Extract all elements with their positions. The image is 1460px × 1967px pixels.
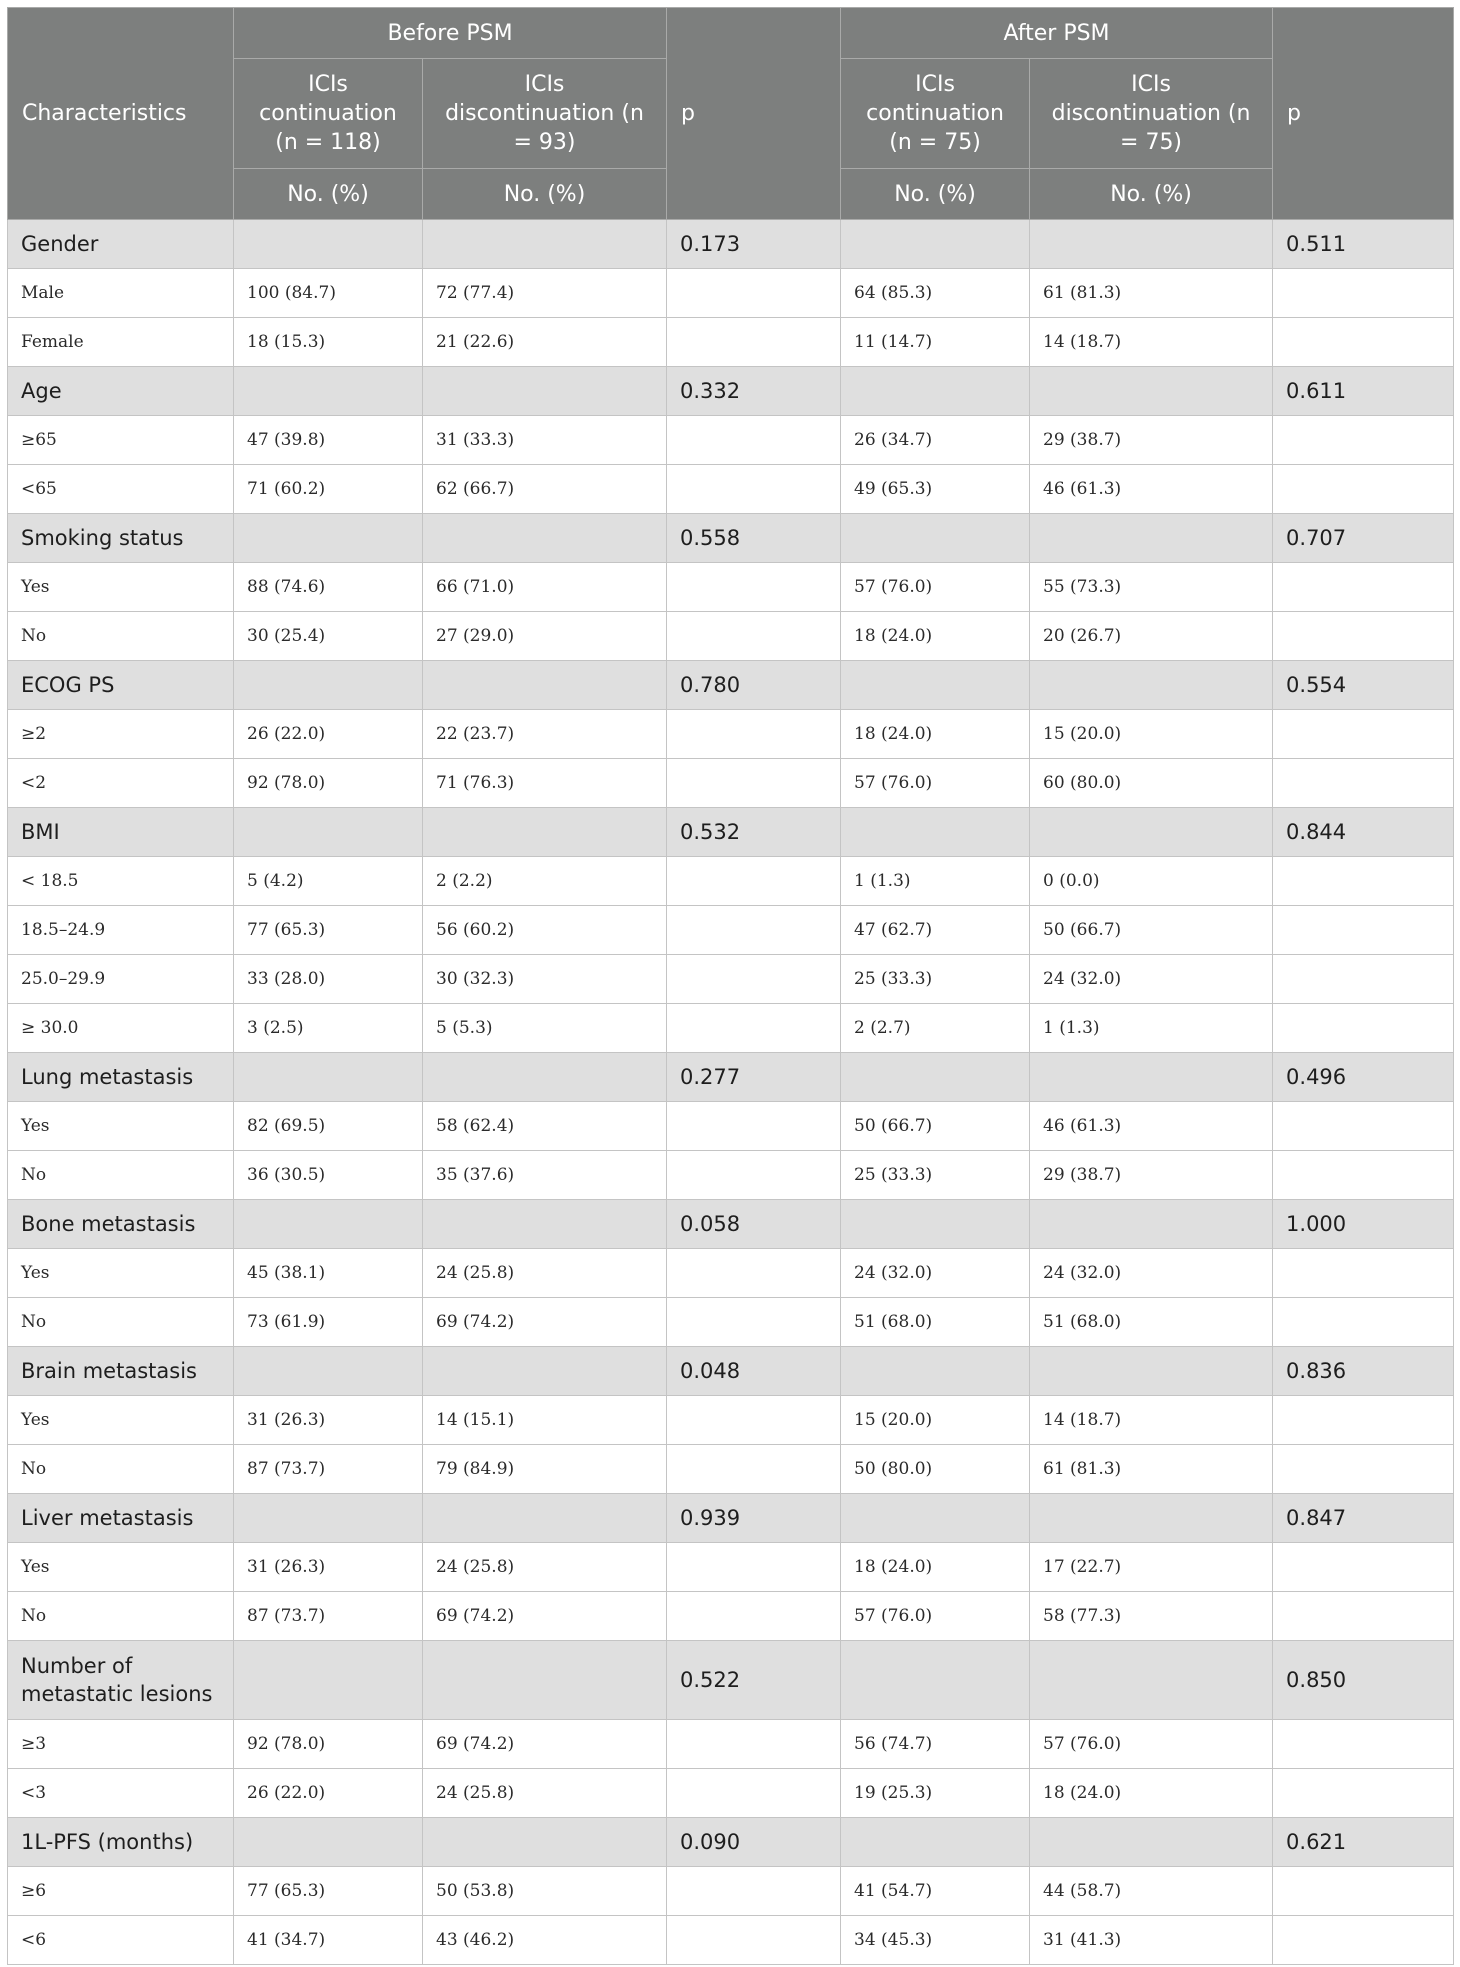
empty-cell (1030, 1200, 1273, 1249)
empty-cell (234, 1053, 423, 1102)
after-continuation-value: 15 (20.0) (841, 1396, 1030, 1445)
row-label: Male (8, 269, 234, 318)
p-value-before: 0.090 (667, 1818, 841, 1867)
before-discontinuation-value: 69 (74.2) (423, 1592, 667, 1641)
p-value-before: 0.048 (667, 1347, 841, 1396)
before-discontinuation-value: 2 (2.2) (423, 857, 667, 906)
row-label: No (8, 1445, 234, 1494)
p-value-after: 0.847 (1273, 1494, 1454, 1543)
empty-cell (1030, 1641, 1273, 1720)
after-discontinuation-value: 60 (80.0) (1030, 759, 1273, 808)
before-continuation-value: 92 (78.0) (234, 759, 423, 808)
p-value-before: 0.532 (667, 808, 841, 857)
after-discontinuation-value: 0 (0.0) (1030, 857, 1273, 906)
table-row (8, 1102, 1454, 1151)
empty-cell (234, 220, 423, 269)
after-continuation-value: 25 (33.3) (841, 1151, 1030, 1200)
empty-cell (234, 367, 423, 416)
before-continuation-value: 41 (34.7) (234, 1916, 423, 1965)
after-continuation-value: 18 (24.0) (841, 612, 1030, 661)
row-label: ≥ 30.0 (8, 1004, 234, 1053)
after-continuation-value: 25 (33.3) (841, 955, 1030, 1004)
table-row (8, 857, 1454, 906)
empty-cell (1273, 1720, 1454, 1769)
empty-cell (1273, 1151, 1454, 1200)
after-discontinuation-value: 44 (58.7) (1030, 1867, 1273, 1916)
p-value-after: 0.707 (1273, 514, 1454, 563)
table-row (8, 1004, 1454, 1053)
table-row (8, 465, 1454, 514)
after-discontinuation-value: 1 (1.3) (1030, 1004, 1273, 1053)
empty-cell (667, 857, 841, 906)
header-before-continuation: ICIs continuation (n = 118) (234, 59, 423, 169)
empty-cell (1273, 563, 1454, 612)
table-row (8, 1249, 1454, 1298)
empty-cell (1273, 1592, 1454, 1641)
empty-cell (234, 808, 423, 857)
empty-cell (667, 416, 841, 465)
p-value-after: 0.554 (1273, 661, 1454, 710)
before-continuation-value: 73 (61.9) (234, 1298, 423, 1347)
before-continuation-value: 26 (22.0) (234, 1769, 423, 1818)
row-label: <2 (8, 759, 234, 808)
after-continuation-value: 2 (2.7) (841, 1004, 1030, 1053)
after-discontinuation-value: 58 (77.3) (1030, 1592, 1273, 1641)
empty-cell (1030, 1053, 1273, 1102)
empty-cell (1273, 906, 1454, 955)
empty-cell (1273, 1867, 1454, 1916)
p-value-after: 0.836 (1273, 1347, 1454, 1396)
empty-cell (667, 269, 841, 318)
before-discontinuation-value: 35 (37.6) (423, 1151, 667, 1200)
row-label: No (8, 612, 234, 661)
header-before-discontinuation: ICIs discontinuation (n = 93) (423, 59, 667, 169)
row-label: <6 (8, 1916, 234, 1965)
table-row (8, 1298, 1454, 1347)
p-value-before: 0.780 (667, 661, 841, 710)
after-discontinuation-value: 20 (26.7) (1030, 612, 1273, 661)
p-value-after: 0.850 (1273, 1641, 1454, 1720)
row-label: Yes (8, 1102, 234, 1151)
empty-cell (423, 367, 667, 416)
header-after-psm: After PSM (841, 8, 1273, 59)
after-discontinuation-value: 17 (22.7) (1030, 1543, 1273, 1592)
row-label: ≥6 (8, 1867, 234, 1916)
empty-cell (667, 1151, 841, 1200)
before-continuation-value: 100 (84.7) (234, 269, 423, 318)
table-row (8, 1720, 1454, 1769)
row-label: <65 (8, 465, 234, 514)
category-label: 1L-PFS (months) (8, 1818, 234, 1867)
before-discontinuation-value: 72 (77.4) (423, 269, 667, 318)
before-discontinuation-value: 27 (29.0) (423, 612, 667, 661)
empty-cell (423, 1347, 667, 1396)
empty-cell (1030, 661, 1273, 710)
row-label: Yes (8, 1396, 234, 1445)
after-continuation-value: 57 (76.0) (841, 563, 1030, 612)
after-discontinuation-value: 24 (32.0) (1030, 955, 1273, 1004)
empty-cell (234, 661, 423, 710)
after-discontinuation-value: 15 (20.0) (1030, 710, 1273, 759)
before-discontinuation-value: 24 (25.8) (423, 1543, 667, 1592)
p-value-before: 0.939 (667, 1494, 841, 1543)
empty-cell (841, 808, 1030, 857)
category-row (8, 514, 1454, 563)
empty-cell (1273, 1769, 1454, 1818)
before-discontinuation-value: 14 (15.1) (423, 1396, 667, 1445)
empty-cell (234, 1347, 423, 1396)
empty-cell (1273, 1445, 1454, 1494)
empty-cell (1273, 759, 1454, 808)
after-discontinuation-value: 46 (61.3) (1030, 465, 1273, 514)
after-continuation-value: 18 (24.0) (841, 1543, 1030, 1592)
empty-cell (1273, 416, 1454, 465)
before-continuation-value: 18 (15.3) (234, 318, 423, 367)
header-before-psm: Before PSM (234, 8, 667, 59)
empty-cell (1273, 1004, 1454, 1053)
empty-cell (1273, 465, 1454, 514)
before-continuation-value: 31 (26.3) (234, 1396, 423, 1445)
category-label: Smoking status (8, 514, 234, 563)
empty-cell (234, 514, 423, 563)
p-value-before: 0.522 (667, 1641, 841, 1720)
after-discontinuation-value: 46 (61.3) (1030, 1102, 1273, 1151)
empty-cell (667, 318, 841, 367)
table-row (8, 1151, 1454, 1200)
after-continuation-value: 1 (1.3) (841, 857, 1030, 906)
category-row (8, 1494, 1454, 1543)
empty-cell (841, 1818, 1030, 1867)
p-value-before: 0.058 (667, 1200, 841, 1249)
empty-cell (1030, 1494, 1273, 1543)
empty-cell (667, 1592, 841, 1641)
header-after-continuation: ICIs continuation (n = 75) (841, 59, 1030, 169)
table-row (8, 269, 1454, 318)
table-header (8, 8, 1454, 220)
before-discontinuation-value: 56 (60.2) (423, 906, 667, 955)
after-continuation-value: 18 (24.0) (841, 710, 1030, 759)
empty-cell (841, 1200, 1030, 1249)
row-label: ≥2 (8, 710, 234, 759)
before-discontinuation-value: 24 (25.8) (423, 1249, 667, 1298)
before-continuation-value: 31 (26.3) (234, 1543, 423, 1592)
empty-cell (1273, 857, 1454, 906)
empty-cell (841, 367, 1030, 416)
table-row (8, 710, 1454, 759)
after-continuation-value: 34 (45.3) (841, 1916, 1030, 1965)
after-continuation-value: 64 (85.3) (841, 269, 1030, 318)
empty-cell (1273, 1916, 1454, 1965)
before-discontinuation-value: 66 (71.0) (423, 563, 667, 612)
table-row (8, 1592, 1454, 1641)
before-discontinuation-value: 31 (33.3) (423, 416, 667, 465)
empty-cell (841, 1347, 1030, 1396)
category-row (8, 1053, 1454, 1102)
after-continuation-value: 47 (62.7) (841, 906, 1030, 955)
empty-cell (1273, 1102, 1454, 1151)
header-p-after: p (1273, 8, 1454, 220)
category-row (8, 1818, 1454, 1867)
table-body (8, 220, 1454, 1965)
empty-cell (841, 514, 1030, 563)
after-continuation-value: 57 (76.0) (841, 1592, 1030, 1641)
empty-cell (667, 465, 841, 514)
empty-cell (667, 906, 841, 955)
before-continuation-value: 77 (65.3) (234, 906, 423, 955)
category-row (8, 808, 1454, 857)
after-continuation-value: 50 (80.0) (841, 1445, 1030, 1494)
category-label: Age (8, 367, 234, 416)
after-continuation-value: 11 (14.7) (841, 318, 1030, 367)
empty-cell (234, 1494, 423, 1543)
p-value-after: 0.611 (1273, 367, 1454, 416)
before-discontinuation-value: 79 (84.9) (423, 1445, 667, 1494)
category-label: Bone metastasis (8, 1200, 234, 1249)
before-continuation-value: 26 (22.0) (234, 710, 423, 759)
empty-cell (667, 1004, 841, 1053)
after-discontinuation-value: 57 (76.0) (1030, 1720, 1273, 1769)
table-row (8, 955, 1454, 1004)
before-continuation-value: 82 (69.5) (234, 1102, 423, 1151)
empty-cell (423, 220, 667, 269)
header-unit: No. (%) (1030, 169, 1273, 220)
after-discontinuation-value: 29 (38.7) (1030, 416, 1273, 465)
before-continuation-value: 92 (78.0) (234, 1720, 423, 1769)
after-continuation-value: 51 (68.0) (841, 1298, 1030, 1347)
table-row (8, 612, 1454, 661)
empty-cell (423, 514, 667, 563)
empty-cell (1030, 514, 1273, 563)
empty-cell (1273, 1396, 1454, 1445)
before-discontinuation-value: 5 (5.3) (423, 1004, 667, 1053)
table-row (8, 906, 1454, 955)
before-discontinuation-value: 21 (22.6) (423, 318, 667, 367)
after-discontinuation-value: 14 (18.7) (1030, 318, 1273, 367)
table-row (8, 318, 1454, 367)
empty-cell (667, 1543, 841, 1592)
before-discontinuation-value: 69 (74.2) (423, 1720, 667, 1769)
table-row (8, 1867, 1454, 1916)
before-continuation-value: 5 (4.2) (234, 857, 423, 906)
before-discontinuation-value: 24 (25.8) (423, 1769, 667, 1818)
row-label: < 18.5 (8, 857, 234, 906)
after-discontinuation-value: 31 (41.3) (1030, 1916, 1273, 1965)
after-discontinuation-value: 61 (81.3) (1030, 269, 1273, 318)
header-p-before: p (667, 8, 841, 220)
after-discontinuation-value: 51 (68.0) (1030, 1298, 1273, 1347)
empty-cell (667, 612, 841, 661)
row-label: Yes (8, 1543, 234, 1592)
after-discontinuation-value: 18 (24.0) (1030, 1769, 1273, 1818)
before-continuation-value: 47 (39.8) (234, 416, 423, 465)
empty-cell (667, 1396, 841, 1445)
table-row (8, 1396, 1454, 1445)
after-discontinuation-value: 24 (32.0) (1030, 1249, 1273, 1298)
empty-cell (667, 1298, 841, 1347)
row-label: Female (8, 318, 234, 367)
empty-cell (1273, 269, 1454, 318)
after-continuation-value: 24 (32.0) (841, 1249, 1030, 1298)
characteristics-table (7, 7, 1454, 1965)
table-row (8, 416, 1454, 465)
after-discontinuation-value: 55 (73.3) (1030, 563, 1273, 612)
category-label: Liver metastasis (8, 1494, 234, 1543)
p-value-after: 0.496 (1273, 1053, 1454, 1102)
table-row (8, 563, 1454, 612)
after-continuation-value: 41 (54.7) (841, 1867, 1030, 1916)
table-row (8, 1543, 1454, 1592)
p-value-before: 0.173 (667, 220, 841, 269)
after-continuation-value: 49 (65.3) (841, 465, 1030, 514)
p-value-before: 0.277 (667, 1053, 841, 1102)
before-continuation-value: 87 (73.7) (234, 1592, 423, 1641)
table-row (8, 1445, 1454, 1494)
after-discontinuation-value: 50 (66.7) (1030, 906, 1273, 955)
empty-cell (1273, 1298, 1454, 1347)
empty-cell (667, 563, 841, 612)
row-label: Yes (8, 563, 234, 612)
empty-cell (234, 1200, 423, 1249)
p-value-after: 0.511 (1273, 220, 1454, 269)
before-continuation-value: 45 (38.1) (234, 1249, 423, 1298)
empty-cell (667, 1720, 841, 1769)
empty-cell (423, 1641, 667, 1720)
empty-cell (667, 1769, 841, 1818)
header-after-discontinuation: ICIs discontinuation (n = 75) (1030, 59, 1273, 169)
empty-cell (841, 661, 1030, 710)
empty-cell (1030, 220, 1273, 269)
empty-cell (841, 220, 1030, 269)
before-continuation-value: 88 (74.6) (234, 563, 423, 612)
header-characteristics: Characteristics (8, 8, 234, 220)
p-value-after: 1.000 (1273, 1200, 1454, 1249)
header-unit: No. (%) (841, 169, 1030, 220)
before-discontinuation-value: 30 (32.3) (423, 955, 667, 1004)
row-label: 25.0–29.9 (8, 955, 234, 1004)
empty-cell (1273, 710, 1454, 759)
after-continuation-value: 50 (66.7) (841, 1102, 1030, 1151)
after-continuation-value: 56 (74.7) (841, 1720, 1030, 1769)
p-value-before: 0.332 (667, 367, 841, 416)
row-label: No (8, 1298, 234, 1347)
before-discontinuation-value: 69 (74.2) (423, 1298, 667, 1347)
category-row (8, 661, 1454, 710)
p-value-after: 0.844 (1273, 808, 1454, 857)
row-label: <3 (8, 1769, 234, 1818)
before-continuation-value: 36 (30.5) (234, 1151, 423, 1200)
before-discontinuation-value: 43 (46.2) (423, 1916, 667, 1965)
empty-cell (234, 1818, 423, 1867)
empty-cell (423, 1200, 667, 1249)
before-continuation-value: 30 (25.4) (234, 612, 423, 661)
empty-cell (1030, 808, 1273, 857)
empty-cell (667, 759, 841, 808)
empty-cell (1273, 318, 1454, 367)
header-unit: No. (%) (423, 169, 667, 220)
p-value-after: 0.621 (1273, 1818, 1454, 1867)
empty-cell (841, 1641, 1030, 1720)
before-continuation-value: 33 (28.0) (234, 955, 423, 1004)
empty-cell (841, 1494, 1030, 1543)
empty-cell (423, 661, 667, 710)
empty-cell (423, 1818, 667, 1867)
empty-cell (1030, 1818, 1273, 1867)
before-continuation-value: 3 (2.5) (234, 1004, 423, 1053)
category-label: ECOG PS (8, 661, 234, 710)
empty-cell (1030, 367, 1273, 416)
p-value-before: 0.558 (667, 514, 841, 563)
row-label: Yes (8, 1249, 234, 1298)
category-row (8, 1641, 1454, 1720)
category-label: Lung metastasis (8, 1053, 234, 1102)
empty-cell (423, 1494, 667, 1543)
row-label: No (8, 1592, 234, 1641)
empty-cell (667, 955, 841, 1004)
table-row (8, 759, 1454, 808)
empty-cell (667, 1916, 841, 1965)
category-row (8, 1347, 1454, 1396)
after-continuation-value: 26 (34.7) (841, 416, 1030, 465)
after-discontinuation-value: 29 (38.7) (1030, 1151, 1273, 1200)
before-continuation-value: 77 (65.3) (234, 1867, 423, 1916)
before-discontinuation-value: 50 (53.8) (423, 1867, 667, 1916)
empty-cell (423, 808, 667, 857)
before-discontinuation-value: 62 (66.7) (423, 465, 667, 514)
category-label: BMI (8, 808, 234, 857)
category-row (8, 220, 1454, 269)
empty-cell (1273, 955, 1454, 1004)
category-label: Gender (8, 220, 234, 269)
before-continuation-value: 87 (73.7) (234, 1445, 423, 1494)
before-discontinuation-value: 71 (76.3) (423, 759, 667, 808)
before-discontinuation-value: 58 (62.4) (423, 1102, 667, 1151)
empty-cell (667, 1867, 841, 1916)
empty-cell (667, 1249, 841, 1298)
empty-cell (423, 1053, 667, 1102)
empty-cell (841, 1053, 1030, 1102)
after-discontinuation-value: 14 (18.7) (1030, 1396, 1273, 1445)
empty-cell (1273, 612, 1454, 661)
after-continuation-value: 57 (76.0) (841, 759, 1030, 808)
table-row (8, 1916, 1454, 1965)
category-label: Number of metastatic lesions (8, 1641, 234, 1720)
row-label: No (8, 1151, 234, 1200)
empty-cell (667, 1102, 841, 1151)
empty-cell (667, 710, 841, 759)
row-label: ≥3 (8, 1720, 234, 1769)
category-row (8, 367, 1454, 416)
after-continuation-value: 19 (25.3) (841, 1769, 1030, 1818)
empty-cell (667, 1445, 841, 1494)
row-label: 18.5–24.9 (8, 906, 234, 955)
category-label: Brain metastasis (8, 1347, 234, 1396)
empty-cell (234, 1641, 423, 1720)
after-discontinuation-value: 61 (81.3) (1030, 1445, 1273, 1494)
header-unit: No. (%) (234, 169, 423, 220)
row-label: ≥65 (8, 416, 234, 465)
table-row (8, 1769, 1454, 1818)
before-continuation-value: 71 (60.2) (234, 465, 423, 514)
empty-cell (1273, 1249, 1454, 1298)
category-row (8, 1200, 1454, 1249)
empty-cell (1030, 1347, 1273, 1396)
before-discontinuation-value: 22 (23.7) (423, 710, 667, 759)
empty-cell (1273, 1543, 1454, 1592)
